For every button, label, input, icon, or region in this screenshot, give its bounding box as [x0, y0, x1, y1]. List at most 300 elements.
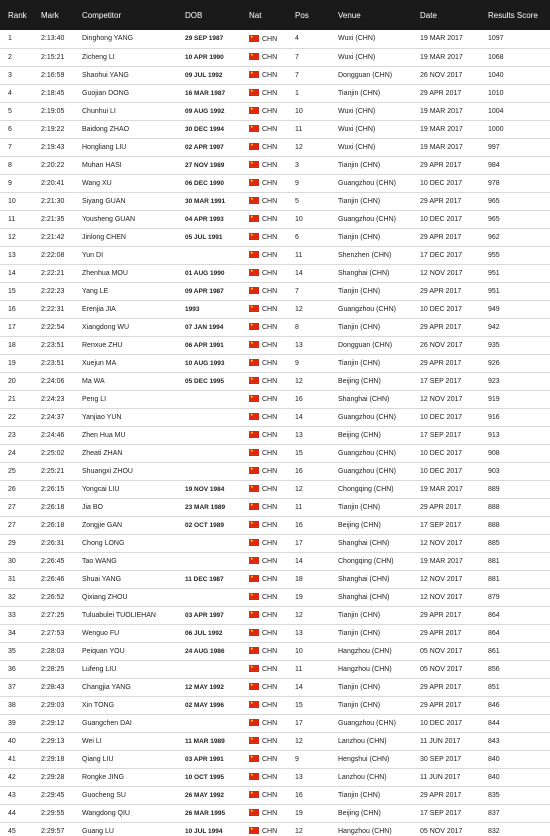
cell-nat: [241, 174, 287, 192]
nat-code: CHN: [262, 486, 278, 493]
nat-code: CHN: [262, 378, 278, 385]
cell-date: 29 APR 2017: [420, 359, 462, 367]
cell-score: 840: [488, 755, 500, 763]
cell-venue: Shanghai (CHN): [338, 269, 390, 277]
cell-rank: 27: [8, 521, 16, 529]
cell-venue: Guangzhou (CHN): [338, 467, 396, 475]
cell-competitor[interactable]: Renxue ZHU: [82, 341, 123, 349]
cell-pos: 10: [295, 107, 303, 115]
cell-nat: [241, 210, 287, 228]
cell-nat: [241, 48, 287, 66]
cell-date: 19 MAR 2017: [420, 35, 463, 43]
china-flag-icon: [249, 629, 259, 636]
cell-nat: [241, 102, 287, 120]
cell-venue: Wuxi (CHN): [338, 143, 376, 151]
cell-venue: Shanghai (CHN): [338, 593, 390, 601]
cell-mark: 2:26:31: [41, 539, 65, 547]
cell-date: 19 MAR 2017: [420, 143, 463, 151]
cell-mark: 2:29:13: [41, 737, 65, 745]
cell-rank: 35: [8, 647, 16, 655]
cell-dob: 09 AUG 1992: [185, 107, 225, 115]
cell-nat: [241, 138, 287, 156]
cell-competitor[interactable]: Yongcai LIU: [82, 485, 120, 493]
nat-code: CHN: [262, 108, 278, 115]
cell-dob: 03 APR 1997: [185, 611, 224, 619]
cell-nat: [241, 84, 287, 102]
cell-dob: [177, 444, 241, 462]
cell-nat: [241, 282, 287, 300]
table-row: [0, 228, 550, 246]
column-header-date[interactable]: Date: [420, 10, 437, 20]
cell-mark: 2:22:21: [41, 269, 65, 277]
cell-rank: 18: [8, 341, 16, 349]
cell-pos: 13: [295, 431, 303, 439]
nat-code: CHN: [262, 522, 278, 529]
cell-date: 29 APR 2017: [420, 791, 462, 799]
cell-pos: 15: [295, 701, 303, 709]
cell-venue: Beijing (CHN): [338, 521, 381, 529]
china-flag-icon: [249, 161, 259, 168]
cell-pos: 11: [295, 251, 303, 259]
cell-mark: 2:20:41: [41, 179, 65, 187]
cell-venue: Wuxi (CHN): [338, 35, 376, 43]
cell-mark: 2:16:59: [41, 71, 65, 79]
cell-score: 864: [488, 629, 500, 637]
china-flag-icon: [249, 683, 259, 690]
cell-mark: 2:15:21: [41, 53, 65, 61]
cell-competitor[interactable]: Erenjia JIA: [82, 305, 116, 313]
cell-rank: 9: [8, 179, 12, 187]
cell-dob: 10 AUG 1993: [185, 359, 225, 367]
cell-rank: 45: [8, 827, 16, 835]
cell-score: 997: [488, 143, 500, 151]
nat-code: CHN: [262, 792, 278, 799]
cell-date: 10 DEC 2017: [420, 305, 463, 313]
cell-date: 10 DEC 2017: [420, 449, 463, 457]
nat-code: CHN: [262, 288, 278, 295]
cell-dob: [177, 588, 241, 606]
cell-nat: [241, 822, 287, 836]
cell-dob: 02 APR 1997: [185, 143, 224, 151]
table-row: [0, 534, 550, 552]
table-row: [0, 786, 550, 804]
cell-competitor[interactable]: Xin TONG: [82, 701, 115, 709]
table-row: [0, 480, 550, 498]
cell-competitor[interactable]: Qiang LIU: [82, 755, 114, 763]
cell-nat: [241, 264, 287, 282]
cell-dob: [177, 426, 241, 444]
cell-date: 12 NOV 2017: [420, 539, 463, 547]
cell-dob: 10 APR 1990: [185, 53, 224, 61]
cell-rank: 22: [8, 413, 16, 421]
table-row: [0, 174, 550, 192]
nat-code: CHN: [262, 828, 278, 835]
nat-code: CHN: [262, 666, 278, 673]
table-row: [0, 264, 550, 282]
cell-competitor[interactable]: Yun DI: [82, 251, 104, 259]
cell-mark: 2:24:23: [41, 395, 65, 403]
cell-mark: 2:21:42: [41, 233, 65, 241]
cell-dob: 30 MAR 1991: [185, 197, 226, 205]
cell-nat: [241, 246, 287, 264]
cell-pos: 5: [295, 197, 299, 205]
cell-date: 11 JUN 2017: [420, 737, 461, 745]
cell-rank: 17: [8, 323, 16, 331]
cell-nat: [241, 660, 287, 678]
table-row: [0, 156, 550, 174]
cell-competitor[interactable]: Xiangdong WU: [82, 323, 130, 331]
cell-score: 837: [488, 809, 500, 817]
cell-date: 29 APR 2017: [420, 287, 462, 295]
cell-rank: 19: [8, 359, 16, 367]
cell-mark: 2:21:35: [41, 215, 65, 223]
cell-competitor[interactable]: Shuangxi ZHOU: [82, 467, 133, 475]
cell-dob: 26 MAR 1995: [185, 809, 226, 817]
column-header-mark[interactable]: Mark: [41, 10, 59, 20]
cell-competitor[interactable]: Siyang GUAN: [82, 197, 126, 205]
cell-mark: 2:27:25: [41, 611, 65, 619]
cell-score: 942: [488, 323, 500, 331]
table-row: [0, 732, 550, 750]
nat-code: CHN: [262, 252, 278, 259]
china-flag-icon: [249, 71, 259, 78]
china-flag-icon: [249, 485, 259, 492]
cell-pos: 7: [295, 53, 299, 61]
china-flag-icon: [249, 773, 259, 780]
cell-score: 856: [488, 665, 500, 673]
column-header-competitor[interactable]: Competitor: [82, 10, 122, 20]
china-flag-icon: [249, 719, 259, 726]
cell-dob: 06 JUL 1992: [185, 629, 223, 637]
table-row: [0, 498, 550, 516]
column-header-pos[interactable]: Pos: [295, 10, 309, 20]
cell-dob: [177, 462, 241, 480]
cell-competitor[interactable]: Yang LE: [82, 287, 109, 295]
table-row: [0, 606, 550, 624]
cell-rank: 24: [8, 449, 16, 457]
cell-venue: Guangzhou (CHN): [338, 305, 396, 313]
cell-competitor[interactable]: Xuejun MA: [82, 359, 117, 367]
cell-mark: 2:25:02: [41, 449, 65, 457]
table-row: [0, 822, 550, 836]
cell-rank: 26: [8, 485, 16, 493]
cell-competitor[interactable]: Zongjie GAN: [82, 521, 123, 529]
cell-competitor[interactable]: Zheati ZHAN: [82, 449, 123, 457]
cell-competitor[interactable]: Guojian DONG: [82, 89, 130, 97]
cell-rank: 39: [8, 719, 16, 727]
cell-competitor[interactable]: Ma WA: [82, 377, 105, 385]
cell-venue: Shanghai (CHN): [338, 575, 390, 583]
cell-nat: [241, 372, 287, 390]
cell-venue: Tianjin (CHN): [338, 701, 381, 709]
cell-pos: 16: [295, 395, 303, 403]
cell-dob: 12 MAY 1992: [185, 683, 225, 691]
cell-nat: [241, 228, 287, 246]
cell-pos: 12: [295, 827, 303, 835]
nat-code: CHN: [262, 702, 278, 709]
cell-rank: 13: [8, 251, 16, 259]
nat-code: CHN: [262, 720, 278, 727]
nat-code: CHN: [262, 738, 278, 745]
cell-mark: 2:26:18: [41, 503, 65, 511]
cell-competitor[interactable]: Jinlong CHEN: [82, 233, 126, 241]
cell-date: 12 NOV 2017: [420, 269, 463, 277]
cell-nat: [241, 606, 287, 624]
cell-pos: 6: [295, 233, 299, 241]
cell-venue: Lanzhou (CHN): [338, 737, 387, 745]
cell-competitor[interactable]: Baidong ZHAO: [82, 125, 130, 133]
cell-pos: 4: [295, 35, 299, 43]
cell-nat: [241, 570, 287, 588]
cell-date: 10 DEC 2017: [420, 719, 463, 727]
column-header-venue[interactable]: Venue: [338, 10, 361, 20]
cell-score: 1010: [488, 89, 504, 97]
cell-mark: 2:29:55: [41, 809, 65, 817]
china-flag-icon: [249, 323, 259, 330]
cell-pos: 19: [295, 593, 303, 601]
nat-code: CHN: [262, 198, 278, 205]
cell-date: 29 APR 2017: [420, 197, 462, 205]
cell-competitor[interactable]: Wei LI: [82, 737, 102, 745]
cell-score: 861: [488, 647, 500, 655]
cell-pos: 12: [295, 143, 303, 151]
nat-code: CHN: [262, 594, 278, 601]
cell-venue: Shanghai (CHN): [338, 395, 390, 403]
cell-competitor[interactable]: Changjia YANG: [82, 683, 131, 691]
china-flag-icon: [249, 449, 259, 456]
table-row: [0, 750, 550, 768]
china-flag-icon: [249, 395, 259, 402]
cell-score: 864: [488, 611, 500, 619]
table-row: [0, 804, 550, 822]
cell-venue: Guangzhou (CHN): [338, 719, 396, 727]
china-flag-icon: [249, 701, 259, 708]
cell-rank: 5: [8, 107, 12, 115]
cell-mark: 2:23:51: [41, 359, 65, 367]
china-flag-icon: [249, 665, 259, 672]
cell-competitor[interactable]: Wang XU: [82, 179, 112, 187]
cell-venue: Hengshui (CHN): [338, 755, 390, 763]
cell-venue: Tianjin (CHN): [338, 359, 381, 367]
cell-competitor[interactable]: Shaohui YANG: [82, 71, 129, 79]
china-flag-icon: [249, 215, 259, 222]
cell-pos: 16: [295, 791, 303, 799]
nat-code: CHN: [262, 540, 278, 547]
cell-date: 10 DEC 2017: [420, 413, 463, 421]
cell-rank: 42: [8, 773, 16, 781]
cell-nat: [241, 678, 287, 696]
cell-rank: 4: [8, 89, 12, 97]
table-row: [0, 48, 550, 66]
table-row: [0, 552, 550, 570]
cell-pos: 14: [295, 557, 303, 565]
cell-nat: [241, 300, 287, 318]
cell-pos: 12: [295, 611, 303, 619]
cell-date: 29 APR 2017: [420, 89, 462, 97]
cell-competitor[interactable]: Hongliang LIU: [82, 143, 127, 151]
cell-date: 10 DEC 2017: [420, 467, 463, 475]
cell-date: 19 MAR 2017: [420, 107, 463, 115]
nat-code: CHN: [262, 432, 278, 439]
cell-competitor[interactable]: Qixiang ZHOU: [82, 593, 128, 601]
cell-competitor[interactable]: Yanjiao YUN: [82, 413, 122, 421]
cell-competitor[interactable]: Jia BO: [82, 503, 104, 511]
nat-code: CHN: [262, 234, 278, 241]
cell-competitor[interactable]: Dinghong YANG: [82, 35, 134, 43]
table-row: [0, 678, 550, 696]
column-header-dob[interactable]: DOB: [185, 10, 203, 20]
cell-mark: 2:25:21: [41, 467, 65, 475]
cell-mark: 2:24:46: [41, 431, 65, 439]
cell-competitor[interactable]: Muhan HASI: [82, 161, 122, 169]
cell-rank: 14: [8, 269, 16, 277]
cell-venue: Dongguan (CHN): [338, 341, 393, 349]
cell-nat: [241, 786, 287, 804]
cell-competitor[interactable]: Zhen Hua MU: [82, 431, 126, 439]
cell-nat: [241, 588, 287, 606]
cell-competitor[interactable]: Shuai YANG: [82, 575, 122, 583]
cell-pos: 9: [295, 359, 299, 367]
cell-competitor[interactable]: Guocheng SU: [82, 791, 126, 799]
cell-date: 29 APR 2017: [420, 701, 462, 709]
cell-venue: Tianjin (CHN): [338, 233, 381, 241]
table-row: [0, 696, 550, 714]
table-row: [0, 714, 550, 732]
cell-nat: [241, 120, 287, 138]
cell-dob: 09 JUL 1992: [185, 71, 223, 79]
cell-rank: 25: [8, 467, 16, 475]
china-flag-icon: [249, 647, 259, 654]
cell-nat: [241, 336, 287, 354]
cell-score: 949: [488, 305, 500, 313]
cell-score: 851: [488, 683, 500, 691]
cell-date: 11 JUN 2017: [420, 773, 461, 781]
cell-rank: 32: [8, 593, 16, 601]
cell-venue: Guangzhou (CHN): [338, 179, 396, 187]
nat-code: CHN: [262, 396, 278, 403]
china-flag-icon: [249, 125, 259, 132]
cell-date: 29 APR 2017: [420, 233, 462, 241]
china-flag-icon: [249, 791, 259, 798]
cell-competitor[interactable]: Zhenhua MOU: [82, 269, 128, 277]
cell-dob: 06 APR 1991: [185, 341, 224, 349]
china-flag-icon: [249, 233, 259, 240]
cell-date: 12 NOV 2017: [420, 575, 463, 583]
cell-score: 888: [488, 503, 500, 511]
china-flag-icon: [249, 89, 259, 96]
cell-rank: 38: [8, 701, 16, 709]
cell-venue: Tianjin (CHN): [338, 683, 381, 691]
cell-score: 978: [488, 179, 500, 187]
cell-competitor[interactable]: Chong LONG: [82, 539, 125, 547]
cell-score: 1000: [488, 125, 504, 133]
cell-mark: 2:18:45: [41, 89, 65, 97]
nat-code: CHN: [262, 774, 278, 781]
nat-code: CHN: [262, 180, 278, 187]
cell-competitor[interactable]: Lufeng LIU: [82, 665, 117, 673]
nat-code: CHN: [262, 468, 278, 475]
cell-nat: [241, 804, 287, 822]
cell-nat: [241, 768, 287, 786]
cell-competitor[interactable]: Wangdong QIU: [82, 809, 130, 817]
cell-pos: 12: [295, 377, 303, 385]
table-row: [0, 570, 550, 588]
cell-score: 879: [488, 593, 500, 601]
nat-code: CHN: [262, 684, 278, 691]
cell-competitor[interactable]: Wenguo FU: [82, 629, 120, 637]
cell-score: 916: [488, 413, 500, 421]
cell-pos: 17: [295, 719, 303, 727]
cell-rank: 11: [8, 215, 16, 223]
cell-competitor[interactable]: Guangchen DAI: [82, 719, 132, 727]
table-row: [0, 84, 550, 102]
table-header: [0, 0, 550, 30]
cell-score: 843: [488, 737, 500, 745]
column-header-rank[interactable]: Rank: [8, 10, 27, 20]
cell-mark: 2:24:06: [41, 377, 65, 385]
cell-mark: 2:22:23: [41, 287, 65, 295]
cell-mark: 2:28:25: [41, 665, 65, 673]
cell-competitor[interactable]: Guang LU: [82, 827, 114, 835]
cell-dob: 02 MAY 1996: [185, 701, 225, 709]
table-row: [0, 120, 550, 138]
cell-dob: 02 OCT 1989: [185, 521, 225, 529]
column-header-nat[interactable]: Nat: [249, 10, 262, 20]
cell-score: 965: [488, 215, 500, 223]
cell-mark: 2:26:15: [41, 485, 65, 493]
cell-competitor[interactable]: Tao WANG: [82, 557, 117, 565]
cell-dob: [177, 534, 241, 552]
cell-competitor[interactable]: Peiquan YOU: [82, 647, 125, 655]
cell-pos: 17: [295, 539, 303, 547]
cell-competitor[interactable]: Yousheng GUAN: [82, 215, 136, 223]
cell-pos: 13: [295, 773, 303, 781]
cell-pos: 11: [295, 503, 303, 511]
cell-pos: 14: [295, 413, 303, 421]
china-flag-icon: [249, 737, 259, 744]
column-header-score[interactable]: Results Score: [488, 10, 538, 20]
cell-dob: 03 APR 1991: [185, 755, 224, 763]
cell-mark: 2:22:54: [41, 323, 65, 331]
china-flag-icon: [249, 305, 259, 312]
china-flag-icon: [249, 827, 259, 834]
cell-dob: 30 DEC 1994: [185, 125, 225, 133]
cell-rank: 15: [8, 287, 16, 295]
cell-dob: 07 JAN 1994: [185, 323, 224, 331]
nat-code: CHN: [262, 612, 278, 619]
cell-dob: 04 APR 1993: [185, 215, 224, 223]
cell-dob: [177, 246, 241, 264]
header-row: [0, 0, 550, 30]
nat-code: CHN: [262, 72, 278, 79]
nat-code: CHN: [262, 35, 278, 43]
cell-rank: 30: [8, 557, 16, 565]
cell-pos: 11: [295, 665, 303, 673]
cell-nat: [241, 426, 287, 444]
cell-competitor[interactable]: Tuluabulei TUOLIEHAN: [82, 611, 156, 619]
cell-competitor[interactable]: Chunhui LI: [82, 107, 116, 115]
cell-mark: 2:29:57: [41, 827, 65, 835]
cell-competitor[interactable]: Zicheng LI: [82, 53, 115, 61]
cell-pos: 14: [295, 269, 303, 277]
cell-nat: [241, 642, 287, 660]
nat-code: CHN: [262, 414, 278, 421]
cell-date: 05 NOV 2017: [420, 647, 463, 655]
cell-competitor[interactable]: Peng LI: [82, 395, 107, 403]
cell-competitor[interactable]: Rongke JING: [82, 773, 125, 781]
cell-rank: 12: [8, 233, 16, 241]
china-flag-icon: [249, 197, 259, 204]
